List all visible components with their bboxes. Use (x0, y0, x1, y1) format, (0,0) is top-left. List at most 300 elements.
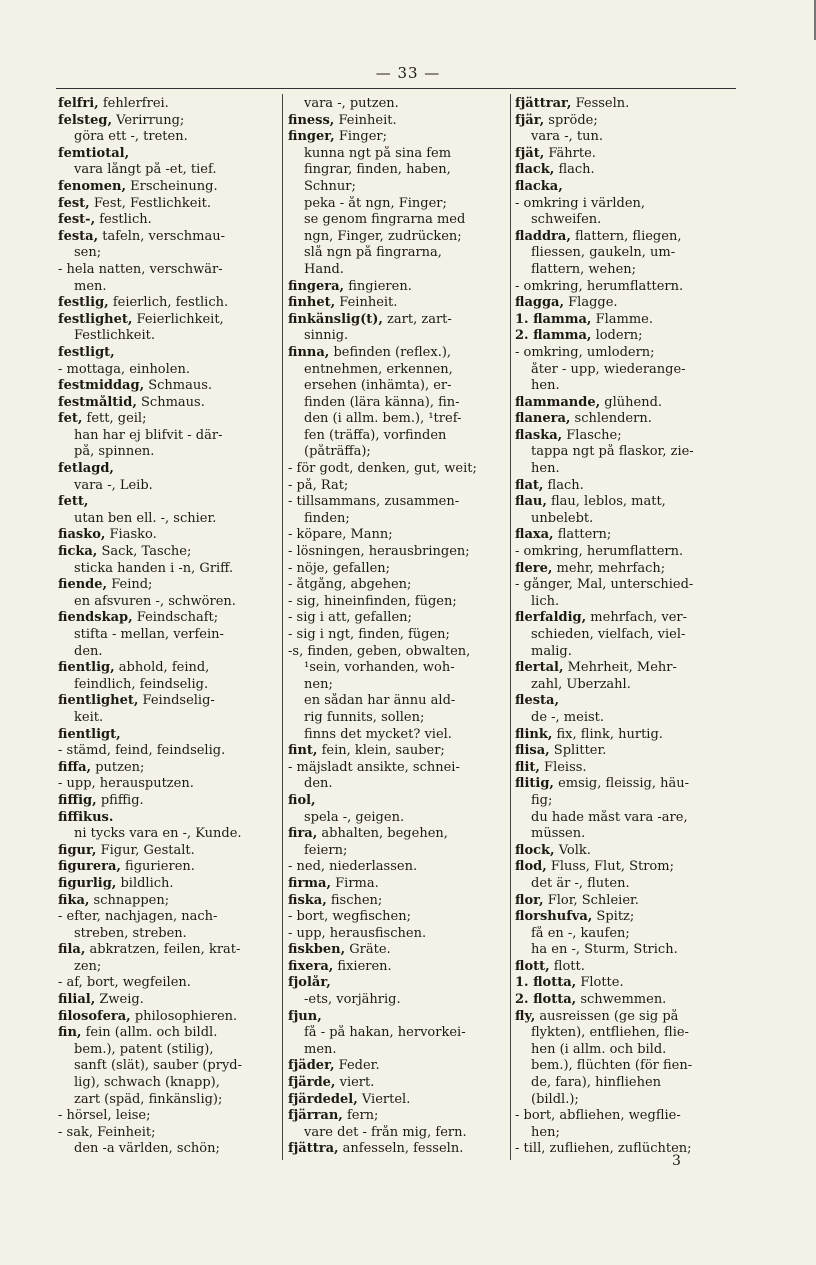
headword: firma, (288, 875, 332, 891)
definition-text: Hand. (304, 261, 344, 277)
dictionary-line (288, 1025, 504, 1042)
definition-text: - bort, abfliehen, wegflie- (515, 1108, 681, 1124)
dictionary-line (288, 196, 504, 213)
definition-text: - köpare, Mann; (288, 527, 393, 543)
headword: finhet, (288, 295, 336, 311)
dictionary-line (515, 362, 737, 379)
dictionary-line (58, 229, 276, 246)
dictionary-line (58, 279, 276, 296)
definition-text: - nöje, gefallen; (288, 560, 391, 576)
definition-text: pfiffig. (96, 792, 144, 808)
dictionary-line (288, 644, 504, 661)
definition-text: den. (304, 776, 333, 792)
dictionary-line (58, 1092, 276, 1109)
headword: flod, (515, 859, 547, 875)
definition-text: han har ej blifvit - där- (74, 427, 223, 443)
definition-text: viert. (335, 1075, 375, 1091)
definition-text: Flor, Schleier. (543, 892, 639, 908)
definition-text: - ned, niederlassen. (288, 859, 418, 875)
dictionary-line (288, 743, 504, 760)
dictionary-line (515, 461, 737, 478)
definition-text: flach. (543, 477, 584, 493)
dictionary-line (58, 760, 276, 777)
definition-text: - på, Rat; (288, 477, 349, 493)
definition-text: spela -, geigen. (304, 809, 405, 825)
definition-text: peka - åt ngn, Finger; (304, 195, 447, 211)
dictionary-line (515, 262, 737, 279)
definition-text: zahl, Überzahl. (531, 676, 631, 692)
dictionary-line (58, 975, 276, 992)
dictionary-line (515, 627, 737, 644)
dictionary-line (288, 295, 504, 312)
headword: fientlig, (58, 660, 115, 676)
dictionary-line (288, 992, 504, 1009)
dictionary-line (515, 444, 737, 461)
definition-text: Volk. (554, 842, 591, 858)
dictionary-line (515, 859, 737, 876)
dictionary-line (288, 411, 504, 428)
definition-text: hen; (531, 1124, 560, 1140)
definition-text: schweifen. (531, 212, 602, 228)
dictionary-line (515, 295, 737, 312)
dictionary-line (288, 826, 504, 843)
dictionary-line (58, 461, 276, 478)
dictionary-line (288, 810, 504, 827)
dictionary-line (515, 594, 737, 611)
dictionary-line (515, 478, 737, 495)
definition-text: få en -, kaufen; (531, 925, 630, 941)
definition-text: putzen; (91, 759, 145, 775)
dictionary-line (288, 1075, 504, 1092)
dictionary-line (515, 129, 737, 146)
dictionary-line (58, 710, 276, 727)
headword: flink, (515, 726, 553, 742)
definition-text: göra ett -, treten. (74, 129, 188, 145)
definition-text: Feinheit. (335, 295, 398, 311)
headword: flertal, (515, 660, 564, 676)
dictionary-line (288, 544, 504, 561)
dictionary-line (515, 876, 737, 893)
headword: flaska, (515, 427, 563, 443)
headword: fjäder, (288, 1058, 335, 1074)
definition-text: finns det mycket? viel. (304, 726, 452, 742)
definition-text: - omkring, herumflattern. (515, 544, 684, 560)
definition-text: nen; (304, 676, 333, 692)
dictionary-line (58, 594, 276, 611)
dictionary-line (515, 1025, 737, 1042)
definition-text: Schnur; (304, 178, 356, 194)
dictionary-line (58, 1058, 276, 1075)
dictionary-line (58, 345, 276, 362)
dictionary-line (288, 677, 504, 694)
dictionary-line (288, 727, 504, 744)
definition-text: ha en -, Sturm, Strich. (531, 942, 678, 958)
headword: fjättrar, (515, 96, 572, 111)
dictionary-line (58, 859, 276, 876)
dictionary-line (288, 610, 504, 627)
column-1 (58, 96, 276, 1158)
headword: finna, (288, 344, 330, 360)
headword: fin, (58, 1025, 82, 1041)
definition-text: glühend. (600, 394, 663, 410)
definition-text: du hade måst vara -are, (531, 809, 688, 825)
definition-text: Festlichkeit. (74, 328, 155, 344)
dictionary-line (58, 992, 276, 1009)
definition-text: keit. (74, 709, 104, 725)
dictionary-line (515, 162, 737, 179)
dictionary-line (58, 926, 276, 943)
dictionary-line (58, 893, 276, 910)
headword: flere, (515, 560, 553, 576)
definition-text: fingrar, finden, haben, (304, 162, 451, 178)
definition-text: - gånger, Mal, unterschied- (515, 577, 694, 593)
dictionary-line (288, 428, 504, 445)
definition-text: hen (i allm. och bild. (531, 1041, 667, 1057)
definition-text: fischen; (326, 892, 383, 908)
definition-text: fingieren. (344, 278, 412, 294)
dictionary-line (288, 179, 504, 196)
dictionary-line (58, 162, 276, 179)
headword: fira, (288, 826, 318, 842)
definition-text: malig. (531, 643, 572, 659)
headword: flit, (515, 759, 540, 775)
column-divider (282, 94, 283, 1160)
definition-text: (påträffa); (304, 444, 371, 460)
headword: femtiotal, (58, 145, 130, 161)
headword: fjärran, (288, 1108, 343, 1124)
headword: flor, (515, 892, 544, 908)
dictionary-line (58, 627, 276, 644)
dictionary-line (58, 826, 276, 843)
headword: fjun, (288, 1008, 322, 1024)
definition-text: - mäjsladt ansikte, schnei- (288, 759, 460, 775)
dictionary-line (58, 527, 276, 544)
headword: fjär, (515, 112, 545, 128)
definition-text: - för godt, denken, gut, weit; (288, 461, 477, 477)
dictionary-line (515, 1075, 737, 1092)
dictionary-line (515, 743, 737, 760)
definition-text: bem.), patent (stilig), (74, 1041, 214, 1057)
dictionary-line (515, 843, 737, 860)
headword: fett, (58, 494, 89, 510)
definition-text: - af, bort, wegfeilen. (58, 975, 191, 991)
dictionary-line (288, 893, 504, 910)
dictionary-line (515, 710, 737, 727)
definition-text: Feindselig- (138, 693, 215, 709)
definition-text: Flotte. (576, 975, 624, 991)
headword: flock, (515, 842, 555, 858)
dictionary-line (58, 312, 276, 329)
definition-text: Finger; (334, 129, 387, 145)
dictionary-line (515, 776, 737, 793)
definition-text: - tillsammans, zusammen- (288, 494, 460, 510)
headword: flaxa, (515, 527, 554, 543)
definition-text: Fiasko. (105, 527, 157, 543)
dictionary-line (288, 710, 504, 727)
definition-text: festlich. (95, 212, 152, 228)
headword: fiffig, (58, 792, 97, 808)
dictionary-line (515, 196, 737, 213)
dictionary-line (288, 312, 504, 329)
headword: flesta, (515, 693, 559, 709)
definition-text: mehrfach, ver- (586, 610, 688, 626)
header-rule (56, 88, 736, 89)
definition-text: den -a världen, schön; (74, 1141, 220, 1157)
definition-text: - sig i att, gefallen; (288, 610, 412, 626)
dictionary-line (288, 909, 504, 926)
definition-text: sticka handen i -n, Griff. (74, 560, 234, 576)
dictionary-line (58, 1025, 276, 1042)
definition-text: feindlich, feindselig. (74, 676, 209, 692)
definition-text: finden (lära känna), fin- (304, 394, 460, 410)
dictionary-line (288, 926, 504, 943)
dictionary-line (58, 1141, 276, 1158)
definition-text: hen. (531, 461, 560, 477)
definition-text: rig funnits, sollen; (304, 709, 425, 725)
definition-text: anfesseln, fesseln. (338, 1141, 464, 1157)
dictionary-line (58, 295, 276, 312)
definition-text: unbelebt. (531, 510, 594, 526)
definition-text: müssen. (531, 826, 586, 842)
dictionary-line (58, 1075, 276, 1092)
definition-text: sanft (slät), sauber (pryd- (74, 1058, 242, 1074)
dictionary-line (515, 1058, 737, 1075)
dictionary-line (288, 876, 504, 893)
dictionary-line (58, 146, 276, 163)
definition-text: vara -, Leib. (74, 477, 153, 493)
headword: flammande, (515, 394, 601, 410)
headword: flanera, (515, 411, 571, 427)
definition-text: men. (74, 278, 107, 294)
dictionary-line (58, 810, 276, 827)
definition-text: Verirrung; (112, 112, 185, 128)
headword: fixera, (288, 958, 334, 974)
definition-text: fein (allm. och bildl. (81, 1025, 218, 1041)
definition-text: - hela natten, verschwär- (58, 261, 223, 277)
dictionary-line (288, 942, 504, 959)
headword: flerfaldig, (515, 610, 587, 626)
headword: flacka, (515, 178, 563, 194)
definition-text: lig), schwach (knapp), (74, 1075, 220, 1091)
definition-text: abhalten, begehen, (317, 826, 448, 842)
dictionary-line (288, 262, 504, 279)
definition-text: fern; (342, 1108, 379, 1124)
definition-text: men. (304, 1041, 337, 1057)
dictionary-line (288, 511, 504, 528)
dictionary-line (515, 544, 737, 561)
dictionary-line (58, 843, 276, 860)
definition-text: Flagge. (564, 295, 618, 311)
dictionary-line (58, 693, 276, 710)
dictionary-line (288, 760, 504, 777)
dictionary-line (288, 594, 504, 611)
dictionary-line (58, 561, 276, 578)
definition-text: bildlich. (116, 875, 174, 891)
definition-text: tafeln, verschmau- (98, 228, 225, 244)
dictionary-line (515, 378, 737, 395)
definition-text: Feind; (107, 577, 153, 593)
dictionary-line (288, 378, 504, 395)
dictionary-line (515, 1009, 737, 1026)
headword: fjärdedel, (288, 1091, 358, 1107)
headword: flack, (515, 162, 555, 178)
headword: fest, (58, 195, 90, 211)
dictionary-line (58, 212, 276, 229)
dictionary-line (515, 760, 737, 777)
definition-text: schlendern. (570, 411, 652, 427)
definition-text: fliessen, gaukeln, um- (531, 245, 676, 261)
headword: fika, (58, 892, 90, 908)
dictionary-line (58, 660, 276, 677)
dictionary-line (288, 345, 504, 362)
dictionary-line (288, 461, 504, 478)
definition-text: lodern; (591, 328, 643, 344)
dictionary-line (515, 992, 737, 1009)
definition-text: (bildl.); (531, 1091, 579, 1107)
definition-text: Gräte. (345, 942, 391, 958)
dictionary-line (515, 146, 737, 163)
dictionary-line (58, 776, 276, 793)
dictionary-line (515, 577, 737, 594)
headword: figurlig, (58, 875, 117, 891)
definition-text: sen; (74, 245, 102, 261)
dictionary-line (515, 411, 737, 428)
headword: 1. flamma, (515, 311, 592, 327)
dictionary-line (58, 129, 276, 146)
dictionary-line (288, 1042, 504, 1059)
dictionary-line (288, 959, 504, 976)
dictionary-line (515, 312, 737, 329)
dictionary-line (58, 362, 276, 379)
dictionary-line (515, 561, 737, 578)
headword: flagga, (515, 295, 565, 311)
headword: figur, (58, 842, 97, 858)
definition-text: flattern, fliegen, (570, 228, 682, 244)
dictionary-line (58, 411, 276, 428)
dictionary-line (58, 262, 276, 279)
definition-text: se genom fingrarna med (304, 212, 466, 228)
definition-text: Firma. (331, 875, 379, 891)
definition-text: Schmaus. (136, 394, 205, 410)
definition-text: fein, klein, sauber; (317, 743, 445, 759)
scan-edge-mark (808, 0, 816, 40)
headword: flott, (515, 958, 550, 974)
dictionary-line (58, 444, 276, 461)
dictionary-line (288, 1125, 504, 1142)
definition-text: Mehrheit, Mehr- (563, 660, 677, 676)
definition-text: flykten), entfliehen, flie- (531, 1025, 689, 1041)
dictionary-line (288, 444, 504, 461)
definition-text: zart (späd, finkänslig); (74, 1091, 223, 1107)
dictionary-line (288, 1092, 504, 1109)
headword: fiendskap, (58, 610, 133, 626)
dictionary-line (288, 793, 504, 810)
dictionary-line (515, 677, 737, 694)
headword: ficka, (58, 544, 98, 560)
definition-text: ni tycks vara en -, Kunde. (74, 826, 242, 842)
dictionary-line (515, 826, 737, 843)
dictionary-line (515, 727, 737, 744)
dictionary-line (58, 428, 276, 445)
column-3 (515, 96, 737, 1158)
dictionary-line (515, 345, 737, 362)
dictionary-line (58, 1108, 276, 1125)
headword: fiende, (58, 577, 108, 593)
dictionary-line (288, 1141, 504, 1158)
definition-text: en sådan har ännu ald- (304, 693, 456, 709)
dictionary-line (58, 478, 276, 495)
dictionary-line (288, 96, 504, 113)
dictionary-line (515, 1125, 737, 1142)
dictionary-line (515, 96, 737, 113)
definition-text: schwemmen. (576, 992, 667, 1008)
dictionary-line (58, 793, 276, 810)
definition-text: - till, zufliehen, zuflüchten; (515, 1141, 692, 1157)
definition-text: Feder. (334, 1058, 380, 1074)
definition-text: schieden, vielfach, viel- (531, 627, 686, 642)
page-number: 3 (672, 1153, 681, 1169)
definition-text: philosophieren. (130, 1008, 238, 1024)
dictionary-line (288, 859, 504, 876)
headword: felfri, (58, 96, 99, 111)
definition-text: Schmaus. (144, 378, 213, 394)
dictionary-line (515, 245, 737, 262)
definition-text: Flamme. (591, 311, 653, 327)
headword: festmiddag, (58, 378, 145, 394)
dictionary-line (515, 1141, 737, 1158)
definition-text: Fährte. (544, 145, 596, 161)
headword: festa, (58, 228, 99, 244)
definition-text: entnehmen, erkennen, (304, 361, 453, 377)
headword: festlig, (58, 295, 109, 311)
definition-text: Splitter. (549, 743, 607, 759)
definition-text: fett, geil; (82, 411, 147, 427)
headword: festmåltid, (58, 394, 137, 410)
dictionary-line (515, 693, 737, 710)
definition-text: - åtgång, abgehen; (288, 577, 412, 593)
headword: fiffikus. (58, 809, 114, 825)
column-2 (288, 96, 504, 1158)
dictionary-line (288, 113, 504, 130)
dictionary-line (515, 511, 737, 528)
definition-text: flattern, wehen; (531, 261, 637, 277)
headword: fiska, (288, 892, 327, 908)
dictionary-line (288, 229, 504, 246)
definition-text: - hörsel, leise; (58, 1108, 151, 1124)
definition-text: ngn, Finger, zudrücken; (304, 228, 462, 244)
dictionary-line (288, 527, 504, 544)
dictionary-line (288, 279, 504, 296)
dictionary-line (58, 644, 276, 661)
definition-text: ausreissen (ge sig på (535, 1008, 679, 1024)
dictionary-line (58, 196, 276, 213)
dictionary-line (58, 909, 276, 926)
dictionary-line (58, 942, 276, 959)
dictionary-line (288, 1058, 504, 1075)
definition-text: Feierlichkeit, (132, 311, 224, 327)
page-header: — 33 — (375, 64, 441, 82)
headword: fet, (58, 411, 83, 427)
definition-text: - bort, wegfischen; (288, 909, 411, 925)
definition-text: flott. (549, 958, 585, 974)
definition-text: - omkring i världen, (515, 195, 646, 211)
definition-text: vara -, putzen. (304, 96, 399, 111)
definition-text: - sig i ngt, finden, fügen; (288, 627, 450, 642)
definition-text: slå ngn på fingrarna, (304, 245, 442, 261)
headword: flat, (515, 477, 544, 493)
definition-text: - efter, nachjagen, nach- (58, 909, 218, 925)
definition-text: de -, meist. (531, 709, 605, 725)
